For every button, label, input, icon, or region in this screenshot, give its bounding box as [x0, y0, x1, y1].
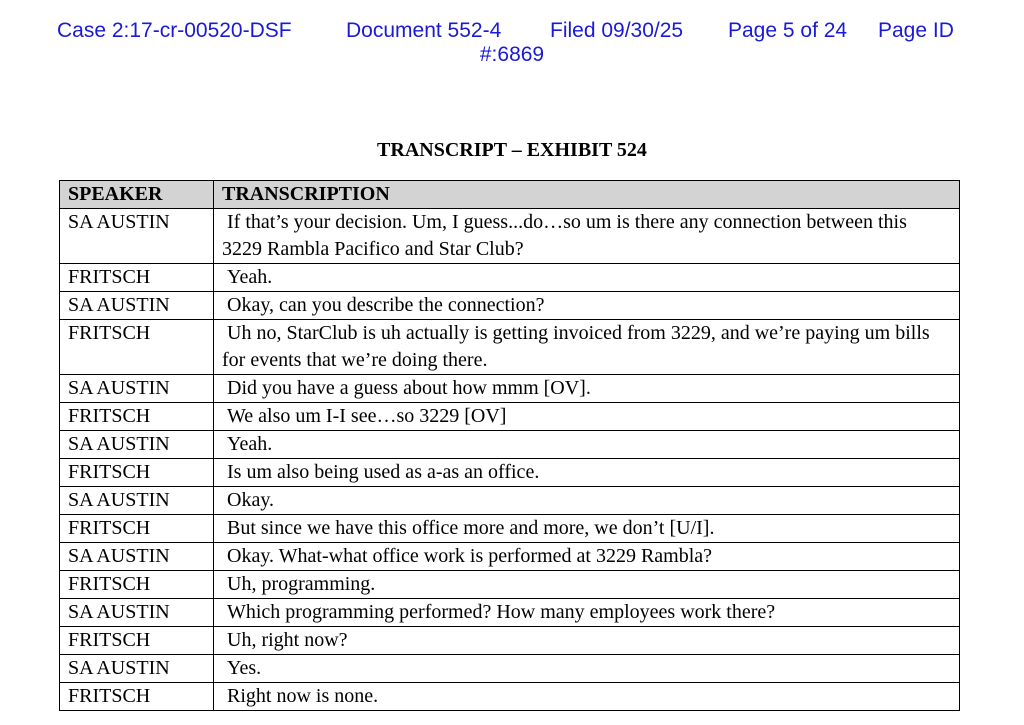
- transcription-text: Is um also being used as a-as an office.: [227, 461, 540, 483]
- transcription-cell: [214, 375, 960, 403]
- speaker-cell: SA AUSTIN: [60, 599, 214, 627]
- transcription-text: Okay.: [227, 489, 275, 511]
- table-row: [60, 375, 960, 403]
- table-row: [60, 403, 960, 431]
- transcription-text: Uh, programming.: [227, 573, 376, 595]
- transcription-cell: [214, 209, 960, 264]
- table-row: [60, 543, 960, 571]
- transcription-text: Uh no, StarClub is uh actually is getting invoiced from 3229, and we’re paying um bills for events that we’re doing there.: [222, 322, 930, 371]
- table-row: [60, 431, 960, 459]
- speaker-cell: FRITSCH: [60, 320, 214, 375]
- transcription-column-header: TRANSCRIPTION: [214, 181, 960, 209]
- transcription-text: Did you have a guess about how mmm [OV].: [227, 377, 591, 399]
- speaker-cell: SA AUSTIN: [60, 543, 214, 571]
- table-row: [60, 487, 960, 515]
- transcription-text: Which programming performed? How many employees work there?: [227, 601, 776, 623]
- table-row: [60, 627, 960, 655]
- transcription-cell: [214, 431, 960, 459]
- speaker-column-header: SPEAKER: [60, 181, 214, 209]
- transcription-cell: [214, 543, 960, 571]
- speaker-cell: SA AUSTIN: [60, 431, 214, 459]
- transcription-cell: [214, 264, 960, 292]
- speaker-cell: FRITSCH: [60, 459, 214, 487]
- table-row: [60, 292, 960, 320]
- table-header-row: [60, 181, 960, 209]
- transcription-text: We also um I-I see…so 3229 [OV]: [227, 405, 507, 427]
- transcription-text: But since we have this office more and more, we don’t [U/I].: [227, 517, 715, 539]
- table-row: [60, 655, 960, 683]
- speaker-cell: FRITSCH: [60, 264, 214, 292]
- court-filing-header: [0, 19, 1024, 67]
- transcription-cell: [214, 403, 960, 431]
- transcription-text: Right now is none.: [227, 685, 379, 707]
- transcription-text: If that’s your decision. Um, I guess...do…so um is there any connection between this 3229 Rambla Pacifico and Star Club?: [222, 211, 907, 260]
- transcription-text: Okay. What-what office work is performed at 3229 Rambla?: [227, 545, 713, 567]
- transcription-cell: [214, 683, 960, 711]
- page-count: Page 5 of 24: [728, 19, 848, 42]
- page-id-label: Page ID: [878, 19, 954, 42]
- speaker-cell: SA AUSTIN: [60, 487, 214, 515]
- transcript-table: [59, 180, 960, 711]
- filed-date: Filed 09/30/25: [550, 19, 684, 42]
- transcription-cell: [214, 292, 960, 320]
- speaker-cell: SA AUSTIN: [60, 292, 214, 320]
- page-title: TRANSCRIPT – EXHIBIT 524: [377, 139, 647, 161]
- transcription-text: Yeah.: [227, 433, 273, 455]
- transcription-cell: [214, 655, 960, 683]
- speaker-cell: SA AUSTIN: [60, 655, 214, 683]
- document-number: Document 552-4: [346, 19, 502, 42]
- table-row: [60, 459, 960, 487]
- speaker-cell: SA AUSTIN: [60, 209, 214, 264]
- transcript-rows: [60, 209, 960, 711]
- transcription-cell: [214, 320, 960, 375]
- transcription-cell: [214, 487, 960, 515]
- speaker-cell: FRITSCH: [60, 571, 214, 599]
- case-number: Case 2:17-cr-00520-DSF: [57, 19, 292, 42]
- speaker-cell: FRITSCH: [60, 627, 214, 655]
- transcription-text: Okay, can you describe the connection?: [227, 294, 545, 316]
- speaker-cell: FRITSCH: [60, 403, 214, 431]
- page-id-number: #:6869: [479, 43, 545, 66]
- transcription-cell: [214, 599, 960, 627]
- transcription-text: Yes.: [227, 657, 262, 679]
- transcription-text: Yeah.: [227, 266, 273, 288]
- speaker-cell: SA AUSTIN: [60, 375, 214, 403]
- table-row: [60, 320, 960, 375]
- transcription-cell: [214, 571, 960, 599]
- table-row: [60, 515, 960, 543]
- transcription-cell: [214, 459, 960, 487]
- table-row: [60, 264, 960, 292]
- table-row: [60, 209, 960, 264]
- table-row: [60, 599, 960, 627]
- table-row: [60, 683, 960, 711]
- speaker-cell: FRITSCH: [60, 683, 214, 711]
- speaker-cell: FRITSCH: [60, 515, 214, 543]
- table-row: [60, 571, 960, 599]
- transcription-text: Uh, right now?: [227, 629, 348, 651]
- transcription-cell: [214, 627, 960, 655]
- transcription-cell: [214, 515, 960, 543]
